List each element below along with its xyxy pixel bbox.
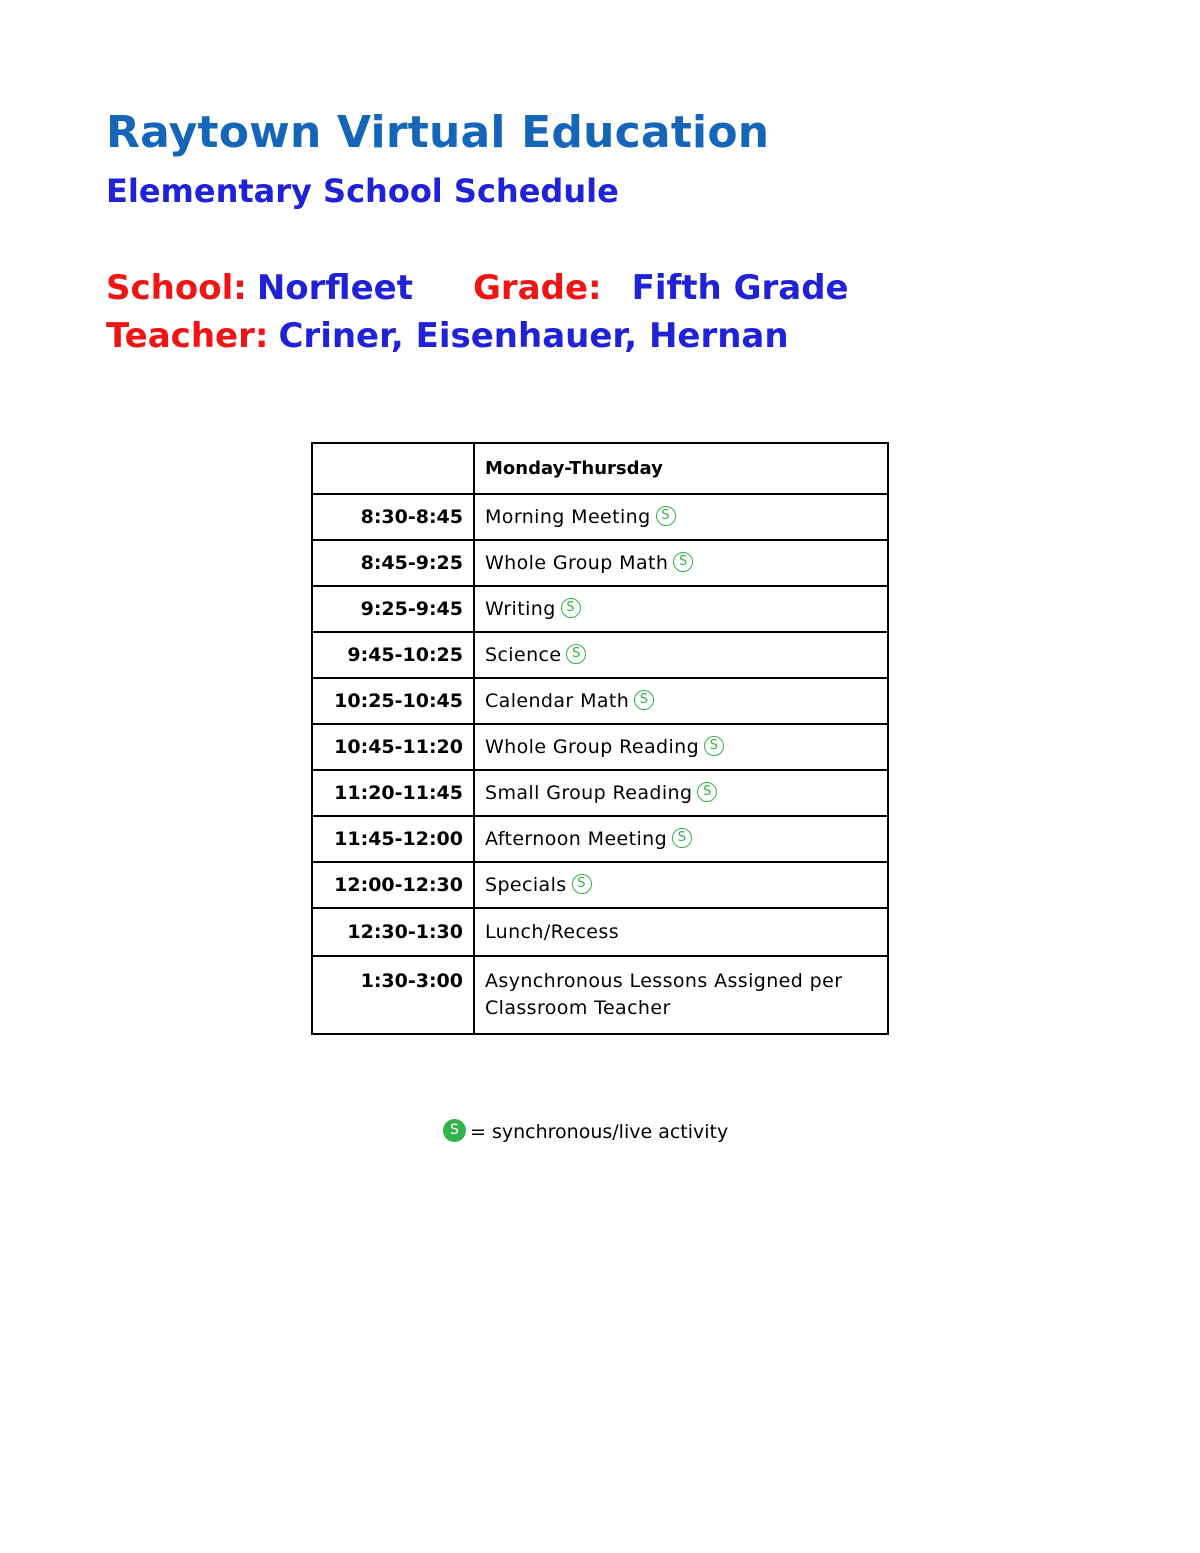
synchronous-s-icon: S: [697, 782, 717, 802]
schedule-time: 9:25-9:45: [312, 586, 474, 632]
time-column-header: [312, 443, 474, 494]
schedule-activity: Whole Group Math: [485, 552, 669, 574]
schedule-time: 10:45-11:20: [312, 724, 474, 770]
day-column-header: Monday-Thursday: [474, 443, 888, 494]
schedule-activity-cell: [474, 632, 888, 678]
schedule-row: [312, 816, 888, 862]
schedule-activity: Afternoon Meeting: [485, 828, 668, 850]
schedule-row: [312, 494, 888, 540]
grade-value: Fifth Grade: [631, 268, 849, 308]
synchronous-s-icon: S: [672, 828, 692, 848]
schedule-activity-cell: [474, 678, 888, 724]
schedule-activity: Calendar Math: [485, 690, 630, 712]
schedule-activity-cell: [474, 908, 888, 956]
schedule-header-row: [312, 443, 888, 494]
schedule-row: [312, 632, 888, 678]
synchronous-s-icon: S: [566, 644, 586, 664]
schedule-row: [312, 724, 888, 770]
schedule-activity-cell: [474, 586, 888, 632]
teacher-label: Teacher:: [106, 316, 269, 356]
synchronous-s-icon: S: [704, 736, 724, 756]
schedule-time: 12:00-12:30: [312, 862, 474, 908]
schedule-activity-cell: [474, 540, 888, 586]
schedule-body: [312, 494, 888, 1034]
schedule-activity-cell: [474, 816, 888, 862]
schedule-activity: Whole Group Reading: [485, 736, 700, 758]
schedule-activity-cell: [474, 724, 888, 770]
synchronous-s-icon: S: [572, 874, 592, 894]
schedule-table: [311, 442, 889, 1035]
synchronous-s-icon: S: [561, 598, 581, 618]
schedule-row: [312, 908, 888, 956]
synchronous-s-icon: S: [673, 552, 693, 572]
legend-text: = synchronous/live activity: [470, 1121, 729, 1143]
teacher-line: [106, 316, 789, 356]
school-value: Norfleet: [256, 268, 413, 308]
schedule-time: 10:25-10:45: [312, 678, 474, 724]
schedule-time: 11:45-12:00: [312, 816, 474, 862]
page-subtitle: Elementary School Schedule: [106, 172, 619, 210]
schedule-activity-cell: [474, 956, 888, 1034]
synchronous-s-icon: S: [656, 506, 676, 526]
schedule-time: 8:45-9:25: [312, 540, 474, 586]
schedule-time: 8:30-8:45: [312, 494, 474, 540]
schedule-time: 1:30-3:00: [312, 956, 474, 1034]
grade-label: Grade:: [472, 268, 602, 308]
teacher-value: Criner, Eisenhauer, Hernan: [278, 316, 789, 356]
schedule-time: 12:30-1:30: [312, 908, 474, 956]
schedule-activity: Specials: [485, 874, 567, 896]
synchronous-s-icon: S: [443, 1119, 466, 1142]
schedule-row: [312, 678, 888, 724]
schedule-activity: Asynchronous Lessons Assigned per Classroom Teacher: [485, 970, 843, 1019]
schedule-activity-cell: [474, 770, 888, 816]
schedule-row: [312, 862, 888, 908]
schedule-activity: Science: [485, 644, 562, 666]
schedule-row: [312, 770, 888, 816]
schedule-activity: Lunch/Recess: [485, 921, 619, 943]
schedule-row: [312, 586, 888, 632]
schedule-row: [312, 956, 888, 1034]
schedule-activity: Writing: [485, 598, 556, 620]
school-label: School:: [106, 268, 247, 308]
schedule-activity: Morning Meeting: [485, 506, 651, 528]
schedule-activity: Small Group Reading: [485, 782, 693, 804]
legend: [443, 1121, 728, 1144]
schedule-time: 11:20-11:45: [312, 770, 474, 816]
schedule-activity-cell: [474, 862, 888, 908]
schedule-row: [312, 540, 888, 586]
school-grade-line: [106, 268, 849, 308]
synchronous-s-icon: S: [634, 690, 654, 710]
schedule-activity-cell: [474, 494, 888, 540]
page-title: Raytown Virtual Education: [106, 107, 770, 158]
schedule-time: 9:45-10:25: [312, 632, 474, 678]
